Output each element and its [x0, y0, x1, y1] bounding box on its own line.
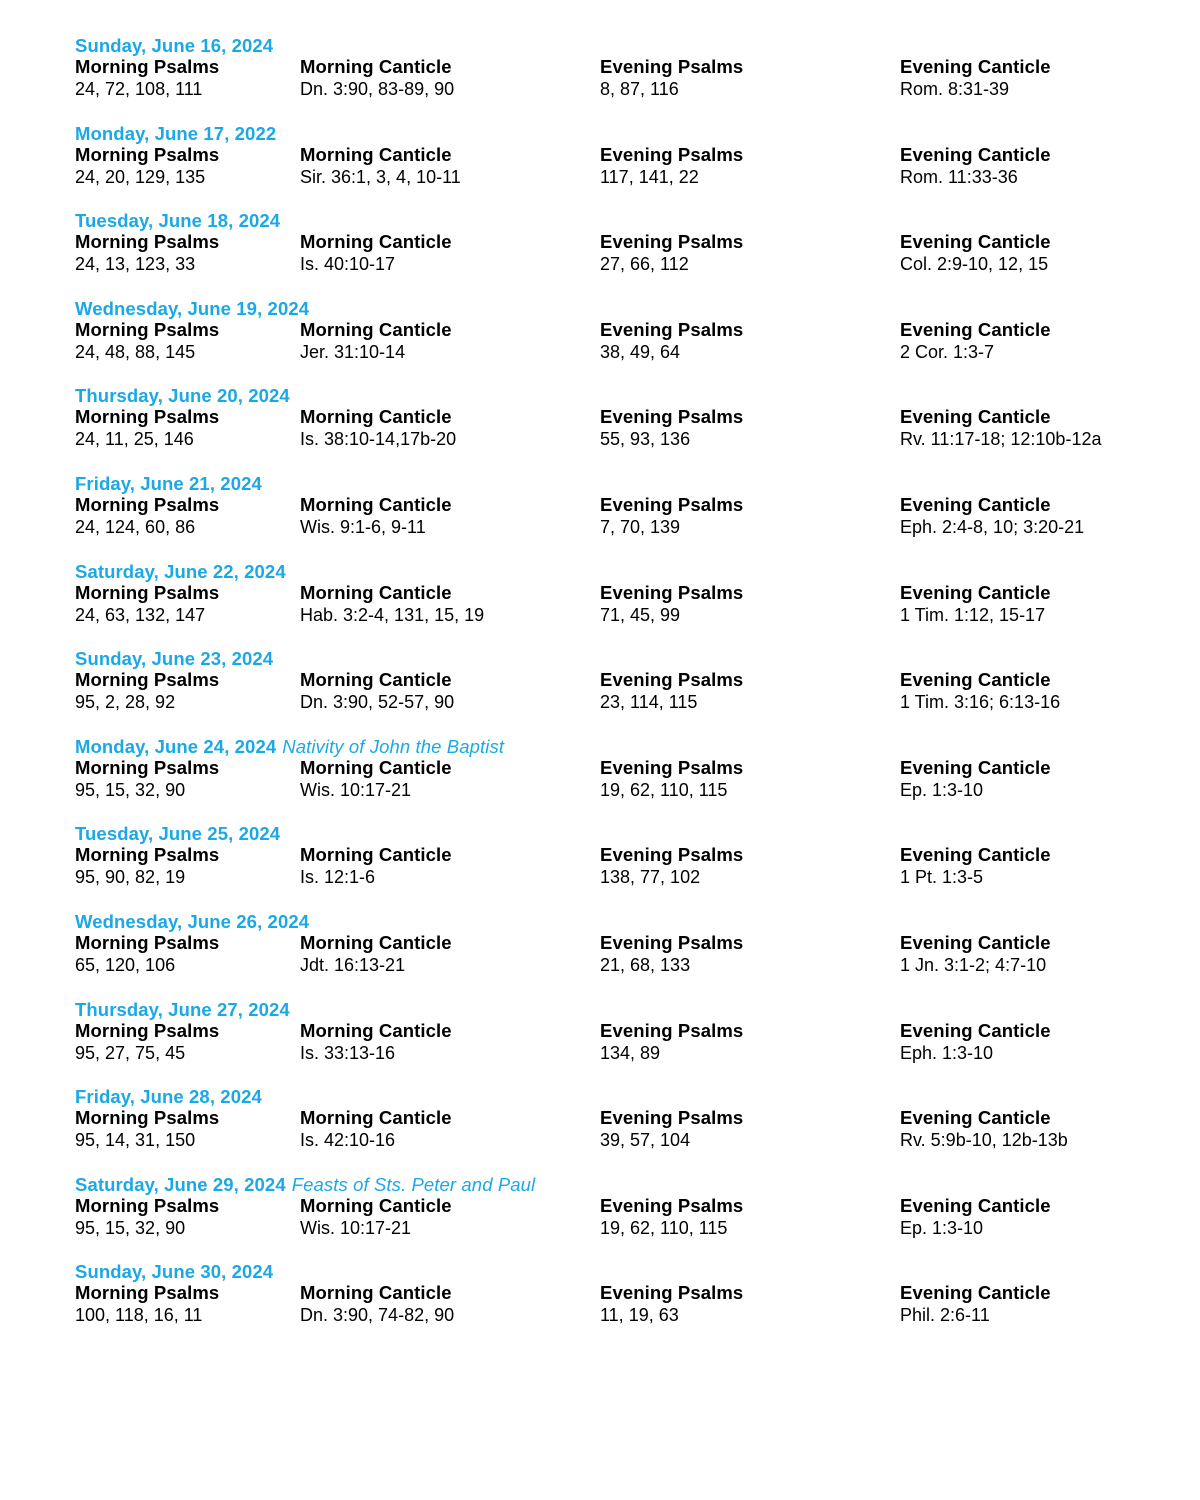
- morning-psalms-label: Morning Psalms: [75, 1282, 220, 1304]
- day-date: Tuesday, June 25, 2024: [75, 823, 281, 845]
- readings-row: [75, 1129, 1135, 1151]
- morning-canticle-label: Morning Canticle: [300, 844, 452, 866]
- column-labels-row: [75, 932, 1135, 954]
- day-header: [75, 1086, 1135, 1107]
- evening-canticle-label: Evening Canticle: [900, 1194, 1051, 1216]
- column-labels-row: [75, 582, 1135, 604]
- evening-canticle-value: Rom. 8:31-39: [900, 79, 1010, 99]
- day-header: [75, 648, 1135, 669]
- morning-psalms-label: Morning Psalms: [75, 1107, 220, 1129]
- column-labels-row: [75, 494, 1135, 516]
- column-labels-row: [75, 406, 1135, 428]
- morning-canticle-label: Morning Canticle: [300, 756, 452, 778]
- morning-canticle-label: Morning Canticle: [300, 318, 452, 340]
- day-date: Wednesday, June 19, 2024: [75, 297, 310, 319]
- day-entry: [75, 736, 1135, 824]
- evening-canticle-value: Col. 2:9-10, 12, 15: [900, 254, 1049, 275]
- morning-canticle-value: Sir. 36:1, 3, 4, 10-11: [300, 166, 461, 187]
- morning-psalms-label: Morning Psalms: [75, 318, 220, 340]
- evening-canticle-value: Ep. 1:3-10: [900, 779, 984, 800]
- day-date: Friday, June 21, 2024: [75, 472, 262, 494]
- evening-canticle-label: Evening Canticle: [900, 1282, 1051, 1304]
- evening-canticle-value: Rv. 5:9b-10, 12b-13b: [900, 1130, 1068, 1151]
- evening-psalms-value: 71, 45, 99: [600, 604, 681, 625]
- day-entry: [75, 648, 1135, 736]
- readings-row: [75, 428, 1135, 450]
- morning-psalms-value: 100, 118, 16, 11: [75, 1305, 203, 1326]
- morning-psalms-label: Morning Psalms: [75, 231, 220, 253]
- evening-canticle-label: Evening Canticle: [900, 1107, 1051, 1129]
- day-header: [75, 385, 1135, 406]
- evening-psalms-label: Evening Psalms: [600, 406, 744, 428]
- readings-row: [75, 779, 1135, 801]
- evening-canticle-value: 1 Tim. 3:16; 6:13-16: [900, 692, 1061, 713]
- evening-psalms-label: Evening Psalms: [600, 1282, 744, 1304]
- day-date: Sunday, June 30, 2024: [75, 1261, 274, 1283]
- prayer-schedule: [75, 35, 1135, 1349]
- day-date: Monday, June 24, 2024: [75, 735, 277, 757]
- evening-psalms-label: Evening Psalms: [600, 581, 744, 603]
- evening-canticle-label: Evening Canticle: [900, 931, 1051, 953]
- day-date: Sunday, June 16, 2024: [75, 35, 274, 56]
- evening-psalms-label: Evening Psalms: [600, 756, 744, 778]
- morning-psalms-value: 95, 27, 75, 45: [75, 1042, 186, 1063]
- morning-psalms-label: Morning Psalms: [75, 931, 220, 953]
- morning-canticle-label: Morning Canticle: [300, 56, 452, 77]
- evening-psalms-value: 134, 89: [600, 1042, 661, 1063]
- evening-canticle-value: 1 Jn. 3:1-2; 4:7-10: [900, 954, 1047, 975]
- morning-psalms-label: Morning Psalms: [75, 844, 220, 866]
- evening-psalms-value: 117, 141, 22: [600, 166, 699, 187]
- evening-psalms-label: Evening Psalms: [600, 1194, 744, 1216]
- morning-canticle-value: Hab. 3:2-4, 131, 15, 19: [300, 604, 485, 625]
- day-entry: [75, 1261, 1135, 1349]
- morning-canticle-label: Morning Canticle: [300, 669, 452, 691]
- morning-psalms-label: Morning Psalms: [75, 406, 220, 428]
- day-date: Friday, June 28, 2024: [75, 1086, 262, 1108]
- evening-canticle-label: Evening Canticle: [900, 669, 1051, 691]
- column-labels-row: [75, 319, 1135, 341]
- evening-psalms-value: 8, 87, 116: [600, 79, 679, 99]
- day-date: Sunday, June 23, 2024: [75, 648, 274, 670]
- day-entry: [75, 385, 1135, 473]
- morning-psalms-value: 95, 14, 31, 150: [75, 1130, 196, 1151]
- morning-canticle-value: Dn. 3:90, 83-89, 90: [300, 79, 455, 99]
- evening-psalms-value: 38, 49, 64: [600, 341, 681, 362]
- readings-row: [75, 1042, 1135, 1064]
- column-labels-row: [75, 231, 1135, 253]
- morning-psalms-value: 24, 13, 123, 33: [75, 254, 196, 275]
- feast-note: Nativity of John the Baptist: [282, 735, 505, 757]
- day-entry: [75, 210, 1135, 298]
- evening-canticle-value: Eph. 2:4-8, 10; 3:20-21: [900, 516, 1085, 537]
- morning-psalms-value: 24, 11, 25, 146: [75, 429, 194, 450]
- morning-psalms-value: 24, 48, 88, 145: [75, 341, 196, 362]
- morning-canticle-value: Is. 12:1-6: [300, 867, 376, 888]
- morning-canticle-value: Is. 38:10-14,17b-20: [300, 429, 457, 450]
- morning-psalms-value: 95, 2, 28, 92: [75, 692, 176, 713]
- evening-psalms-value: 11, 19, 63: [600, 1305, 679, 1326]
- morning-canticle-label: Morning Canticle: [300, 1019, 452, 1041]
- readings-row: [75, 341, 1135, 363]
- morning-canticle-label: Morning Canticle: [300, 1282, 452, 1304]
- morning-psalms-label: Morning Psalms: [75, 143, 220, 165]
- morning-canticle-value: Is. 42:10-16: [300, 1130, 396, 1151]
- evening-canticle-label: Evening Canticle: [900, 1019, 1051, 1041]
- morning-canticle-value: Wis. 10:17-21: [300, 1217, 412, 1238]
- evening-canticle-label: Evening Canticle: [900, 844, 1051, 866]
- column-labels-row: [75, 1020, 1135, 1042]
- column-labels-row: [75, 1282, 1135, 1304]
- evening-canticle-value: Rv. 11:17-18; 12:10b-12a: [900, 429, 1102, 450]
- morning-psalms-value: 24, 63, 132, 147: [75, 604, 206, 625]
- readings-row: [75, 78, 1135, 100]
- column-labels-row: [75, 669, 1135, 691]
- morning-canticle-label: Morning Canticle: [300, 931, 452, 953]
- evening-canticle-label: Evening Canticle: [900, 756, 1051, 778]
- evening-psalms-label: Evening Psalms: [600, 143, 744, 165]
- column-labels-row: [75, 56, 1135, 78]
- morning-canticle-label: Morning Canticle: [300, 231, 452, 253]
- morning-psalms-label: Morning Psalms: [75, 756, 220, 778]
- evening-canticle-value: Phil. 2:6-11: [900, 1305, 990, 1326]
- evening-canticle-label: Evening Canticle: [900, 318, 1051, 340]
- morning-psalms-label: Morning Psalms: [75, 581, 220, 603]
- evening-canticle-label: Evening Canticle: [900, 581, 1051, 603]
- evening-psalms-value: 23, 114, 115: [600, 692, 698, 713]
- day-date: Monday, June 17, 2022: [75, 122, 277, 144]
- day-entry: [75, 999, 1135, 1087]
- column-labels-row: [75, 1107, 1135, 1129]
- morning-psalms-label: Morning Psalms: [75, 1019, 220, 1041]
- morning-canticle-label: Morning Canticle: [300, 1194, 452, 1216]
- day-header: [75, 561, 1135, 582]
- evening-canticle-label: Evening Canticle: [900, 406, 1051, 428]
- morning-canticle-value: Dn. 3:90, 74-82, 90: [300, 1305, 455, 1326]
- morning-canticle-label: Morning Canticle: [300, 581, 452, 603]
- day-date: Saturday, June 22, 2024: [75, 560, 286, 582]
- evening-psalms-label: Evening Psalms: [600, 669, 744, 691]
- evening-psalms-value: 21, 68, 133: [600, 954, 691, 975]
- evening-psalms-value: 19, 62, 110, 115: [600, 1217, 728, 1238]
- column-labels-row: [75, 757, 1135, 779]
- evening-psalms-value: 19, 62, 110, 115: [600, 779, 728, 800]
- column-labels-row: [75, 144, 1135, 166]
- evening-psalms-value: 55, 93, 136: [600, 429, 691, 450]
- morning-psalms-label: Morning Psalms: [75, 1194, 220, 1216]
- day-entry: [75, 823, 1135, 911]
- evening-psalms-label: Evening Psalms: [600, 318, 744, 340]
- readings-row: [75, 516, 1135, 538]
- column-labels-row: [75, 1195, 1135, 1217]
- readings-row: [75, 691, 1135, 713]
- evening-canticle-value: Ep. 1:3-10: [900, 1217, 984, 1238]
- morning-canticle-value: Is. 40:10-17: [300, 254, 396, 275]
- day-header: [75, 473, 1135, 494]
- evening-canticle-value: 1 Pt. 1:3-5: [900, 867, 984, 888]
- evening-psalms-label: Evening Psalms: [600, 931, 744, 953]
- column-labels-row: [75, 844, 1135, 866]
- day-entry: [75, 1174, 1135, 1262]
- morning-psalms-value: 24, 20, 129, 135: [75, 166, 206, 187]
- readings-row: [75, 1217, 1135, 1239]
- morning-psalms-label: Morning Psalms: [75, 56, 220, 77]
- day-header: [75, 1174, 1135, 1195]
- feast-note: Feasts of Sts. Peter and Paul: [291, 1173, 536, 1195]
- day-entry: [75, 561, 1135, 649]
- morning-canticle-label: Morning Canticle: [300, 493, 452, 515]
- day-entry: [75, 35, 1135, 123]
- day-date: Thursday, June 27, 2024: [75, 998, 290, 1020]
- morning-canticle-label: Morning Canticle: [300, 1107, 452, 1129]
- evening-psalms-label: Evening Psalms: [600, 231, 744, 253]
- readings-row: [75, 1304, 1135, 1326]
- evening-psalms-label: Evening Psalms: [600, 56, 744, 77]
- evening-canticle-label: Evening Canticle: [900, 56, 1051, 77]
- readings-row: [75, 604, 1135, 626]
- day-date: Thursday, June 20, 2024: [75, 385, 290, 407]
- morning-canticle-value: Wis. 9:1-6, 9-11: [300, 516, 426, 537]
- day-date: Saturday, June 29, 2024: [75, 1173, 286, 1195]
- day-entry: [75, 123, 1135, 211]
- readings-row: [75, 166, 1135, 188]
- morning-canticle-value: Jer. 31:10-14: [300, 341, 406, 362]
- morning-psalms-value: 24, 124, 60, 86: [75, 516, 196, 537]
- day-header: [75, 736, 1135, 757]
- day-header: [75, 911, 1135, 932]
- morning-psalms-value: 95, 15, 32, 90: [75, 1217, 186, 1238]
- day-header: [75, 823, 1135, 844]
- evening-canticle-value: 1 Tim. 1:12, 15-17: [900, 604, 1046, 625]
- evening-canticle-value: Eph. 1:3-10: [900, 1042, 994, 1063]
- readings-row: [75, 954, 1135, 976]
- day-header: [75, 35, 1135, 56]
- evening-canticle-label: Evening Canticle: [900, 143, 1051, 165]
- morning-canticle-value: Wis. 10:17-21: [300, 779, 412, 800]
- evening-psalms-value: 138, 77, 102: [600, 867, 701, 888]
- evening-canticle-label: Evening Canticle: [900, 231, 1051, 253]
- day-header: [75, 210, 1135, 231]
- day-header: [75, 123, 1135, 144]
- day-entry: [75, 298, 1135, 386]
- evening-psalms-label: Evening Psalms: [600, 844, 744, 866]
- morning-psalms-value: 95, 90, 82, 19: [75, 867, 186, 888]
- morning-psalms-value: 65, 120, 106: [75, 954, 176, 975]
- evening-canticle-value: 2 Cor. 1:3-7: [900, 341, 995, 362]
- morning-psalms-value: 24, 72, 108, 111: [75, 79, 203, 99]
- evening-psalms-label: Evening Psalms: [600, 493, 744, 515]
- readings-row: [75, 253, 1135, 275]
- evening-canticle-value: Rom. 11:33-36: [900, 166, 1018, 187]
- evening-psalms-label: Evening Psalms: [600, 1107, 744, 1129]
- day-entry: [75, 911, 1135, 999]
- morning-psalms-label: Morning Psalms: [75, 493, 220, 515]
- day-entry: [75, 473, 1135, 561]
- day-entry: [75, 1086, 1135, 1174]
- morning-canticle-value: Dn. 3:90, 52-57, 90: [300, 692, 455, 713]
- day-header: [75, 1261, 1135, 1282]
- morning-psalms-label: Morning Psalms: [75, 669, 220, 691]
- day-header: [75, 999, 1135, 1020]
- morning-canticle-label: Morning Canticle: [300, 143, 452, 165]
- morning-canticle-value: Jdt. 16:13-21: [300, 954, 406, 975]
- morning-canticle-label: Morning Canticle: [300, 406, 452, 428]
- readings-row: [75, 866, 1135, 888]
- morning-canticle-value: Is. 33:13-16: [300, 1042, 396, 1063]
- day-date: Tuesday, June 18, 2024: [75, 210, 281, 232]
- evening-psalms-value: 7, 70, 139: [600, 516, 681, 537]
- morning-psalms-value: 95, 15, 32, 90: [75, 779, 186, 800]
- day-header: [75, 298, 1135, 319]
- evening-psalms-value: 39, 57, 104: [600, 1130, 691, 1151]
- day-date: Wednesday, June 26, 2024: [75, 910, 310, 932]
- evening-psalms-label: Evening Psalms: [600, 1019, 744, 1041]
- evening-canticle-label: Evening Canticle: [900, 493, 1051, 515]
- evening-psalms-value: 27, 66, 112: [600, 254, 689, 275]
